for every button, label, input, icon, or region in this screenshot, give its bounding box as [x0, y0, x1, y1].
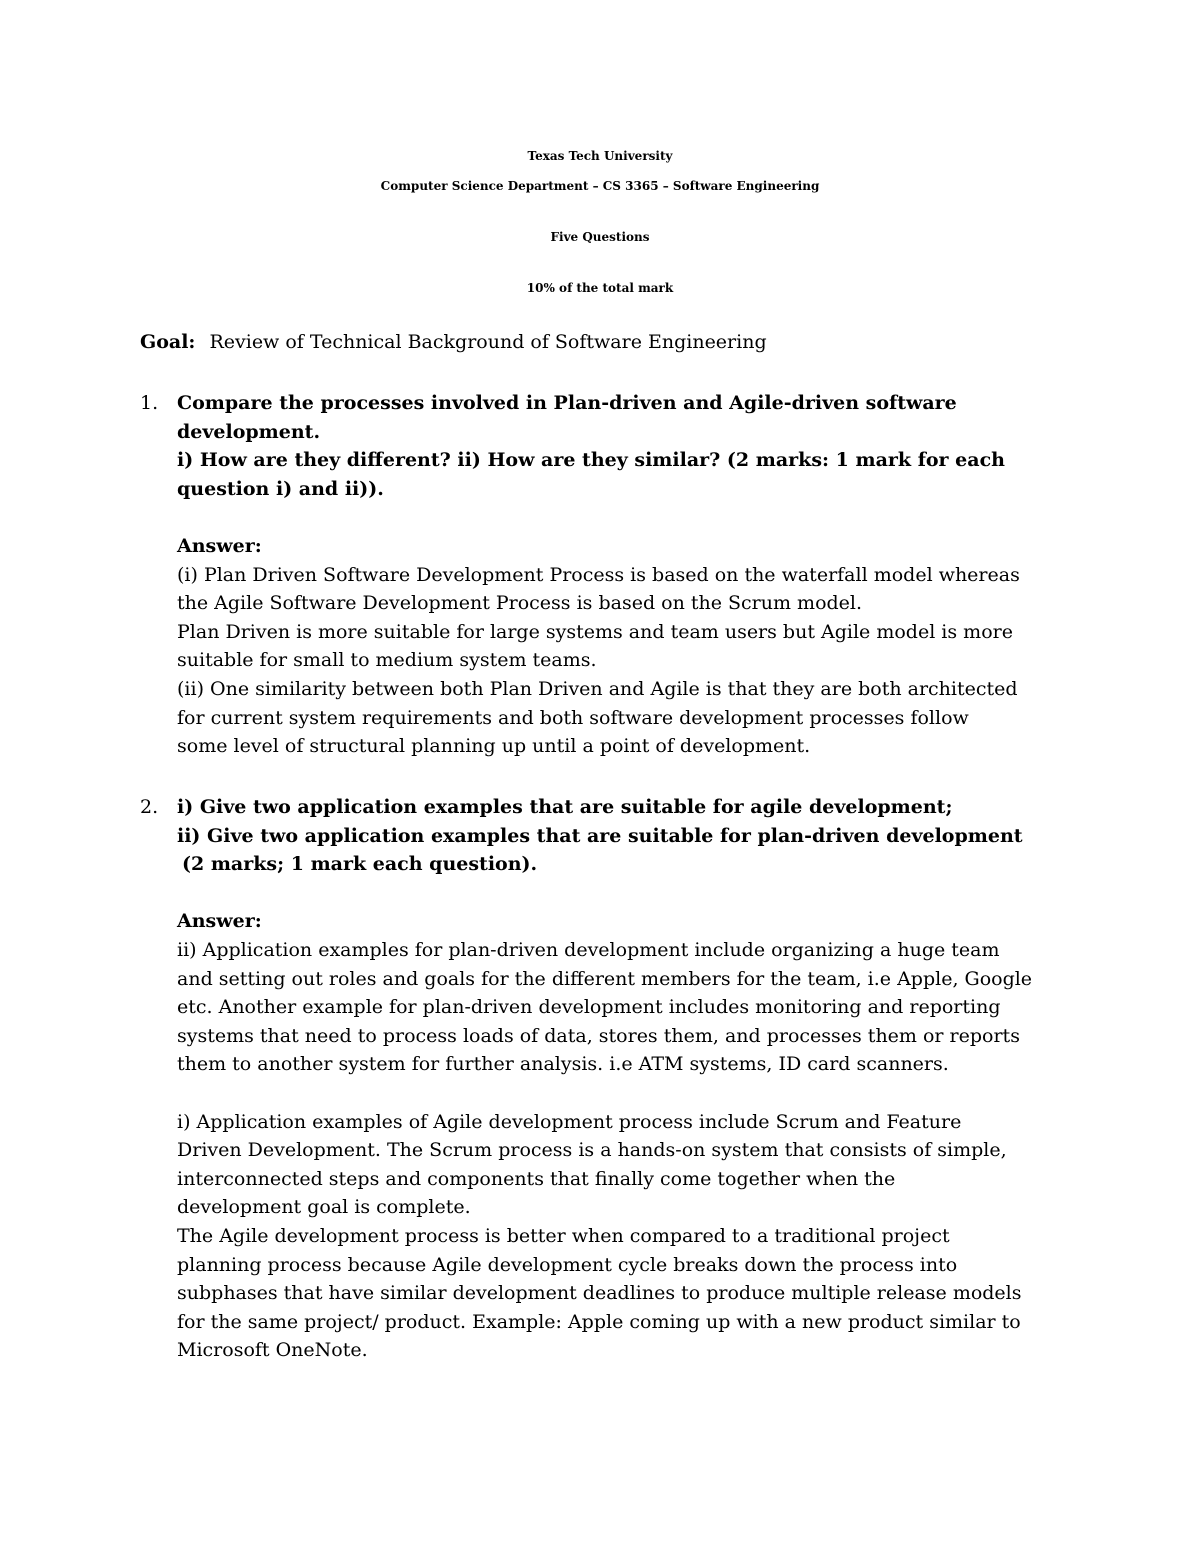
mark-weight: 10% of the total mark: [526, 281, 674, 295]
question-1-line: development.: [177, 420, 321, 443]
question-1: [177, 389, 1077, 761]
answer-1-line: suitable for small to medium system teams.: [177, 649, 597, 672]
answer-1-line: (i) Plan Driven Software Development Process is based on the waterfall model whereas: [177, 563, 1020, 586]
answer-2-i-line: development goal is complete.: [177, 1196, 471, 1219]
answer-2-i-line: Driven Development. The Scrum process is a hands-on system that consists of simple,: [177, 1139, 1007, 1162]
question-2-line: ii) Give two application examples that are suitable for plan-driven development: [177, 824, 1023, 847]
answer-2-i-line: Microsoft OneNote.: [177, 1339, 368, 1362]
answer-2-ii-line: and setting out roles and goals for the different members for the team, i.e Apple, Google: [177, 967, 1033, 990]
goal-text: Review of Technical Background of Software Engineering: [209, 331, 767, 353]
answer-2-ii-line: ii) Application examples for plan-driven development include organizing a huge team: [177, 938, 1000, 961]
goal-label: Goal:: [140, 331, 196, 353]
question-1-line: question i) and ii)).: [177, 477, 384, 500]
answer-2-ii-line: etc. Another example for plan-driven development includes monitoring and reporting: [177, 996, 1001, 1019]
question-2-line: i) Give two application examples that are suitable for agile development;: [177, 796, 953, 818]
answer-2-i-line: i) Application examples of Agile development process include Scrum and Feature: [177, 1110, 962, 1133]
university-name: Texas Tech University: [527, 149, 673, 163]
question-1-number: 1.: [140, 392, 159, 414]
answer-1-line: Plan Driven is more suitable for large systems and team users but Agile model is more: [177, 620, 1013, 643]
question-2-number: 2.: [140, 796, 159, 818]
question-2-line: (2 marks; 1 mark each question).: [182, 853, 538, 876]
answer-2-i-line: interconnected steps and components that finally come together when the: [177, 1167, 896, 1190]
document-title: Five Questions: [550, 230, 650, 244]
question-1-line: Compare the processes involved in Plan-driven and Agile-driven software: [177, 392, 957, 414]
answer-2-i-line: for the same project/ product. Example: Apple coming up with a new product similar to: [177, 1310, 1021, 1333]
answer-1-line: some level of structural planning up until a point of development.: [177, 735, 811, 758]
answer-2-label: Answer:: [177, 910, 262, 933]
answer-2-i-line: subphases that have similar development deadlines to produce multiple release models: [177, 1282, 1022, 1305]
answer-1-label: Answer:: [177, 534, 262, 557]
answer-1-line: for current system requirements and both software development processes follow: [177, 706, 969, 729]
department-course: Computer Science Department – CS 3365 – Software Engineering: [380, 179, 820, 193]
answer-2-i-line: The Agile development process is better when compared to a traditional project: [177, 1224, 950, 1247]
question-1-line: i) How are they different? ii) How are they similar? (2 marks: 1 mark for each: [177, 449, 1005, 472]
question-2: [177, 793, 1077, 1365]
answer-1-line: the Agile Software Development Process is based on the Scrum model.: [177, 592, 863, 615]
answer-2-i-line: planning process because Agile development cycle breaks down the process into: [177, 1253, 958, 1276]
answer-2-ii-line: systems that need to process loads of data, stores them, and processes them or reports: [177, 1024, 1020, 1047]
goal-statement: [140, 328, 767, 356]
answer-1-line: (ii) One similarity between both Plan Driven and Agile is that they are both architected: [177, 677, 1018, 700]
answer-2-ii-line: them to another system for further analysis. i.e ATM systems, ID card scanners.: [177, 1053, 949, 1076]
